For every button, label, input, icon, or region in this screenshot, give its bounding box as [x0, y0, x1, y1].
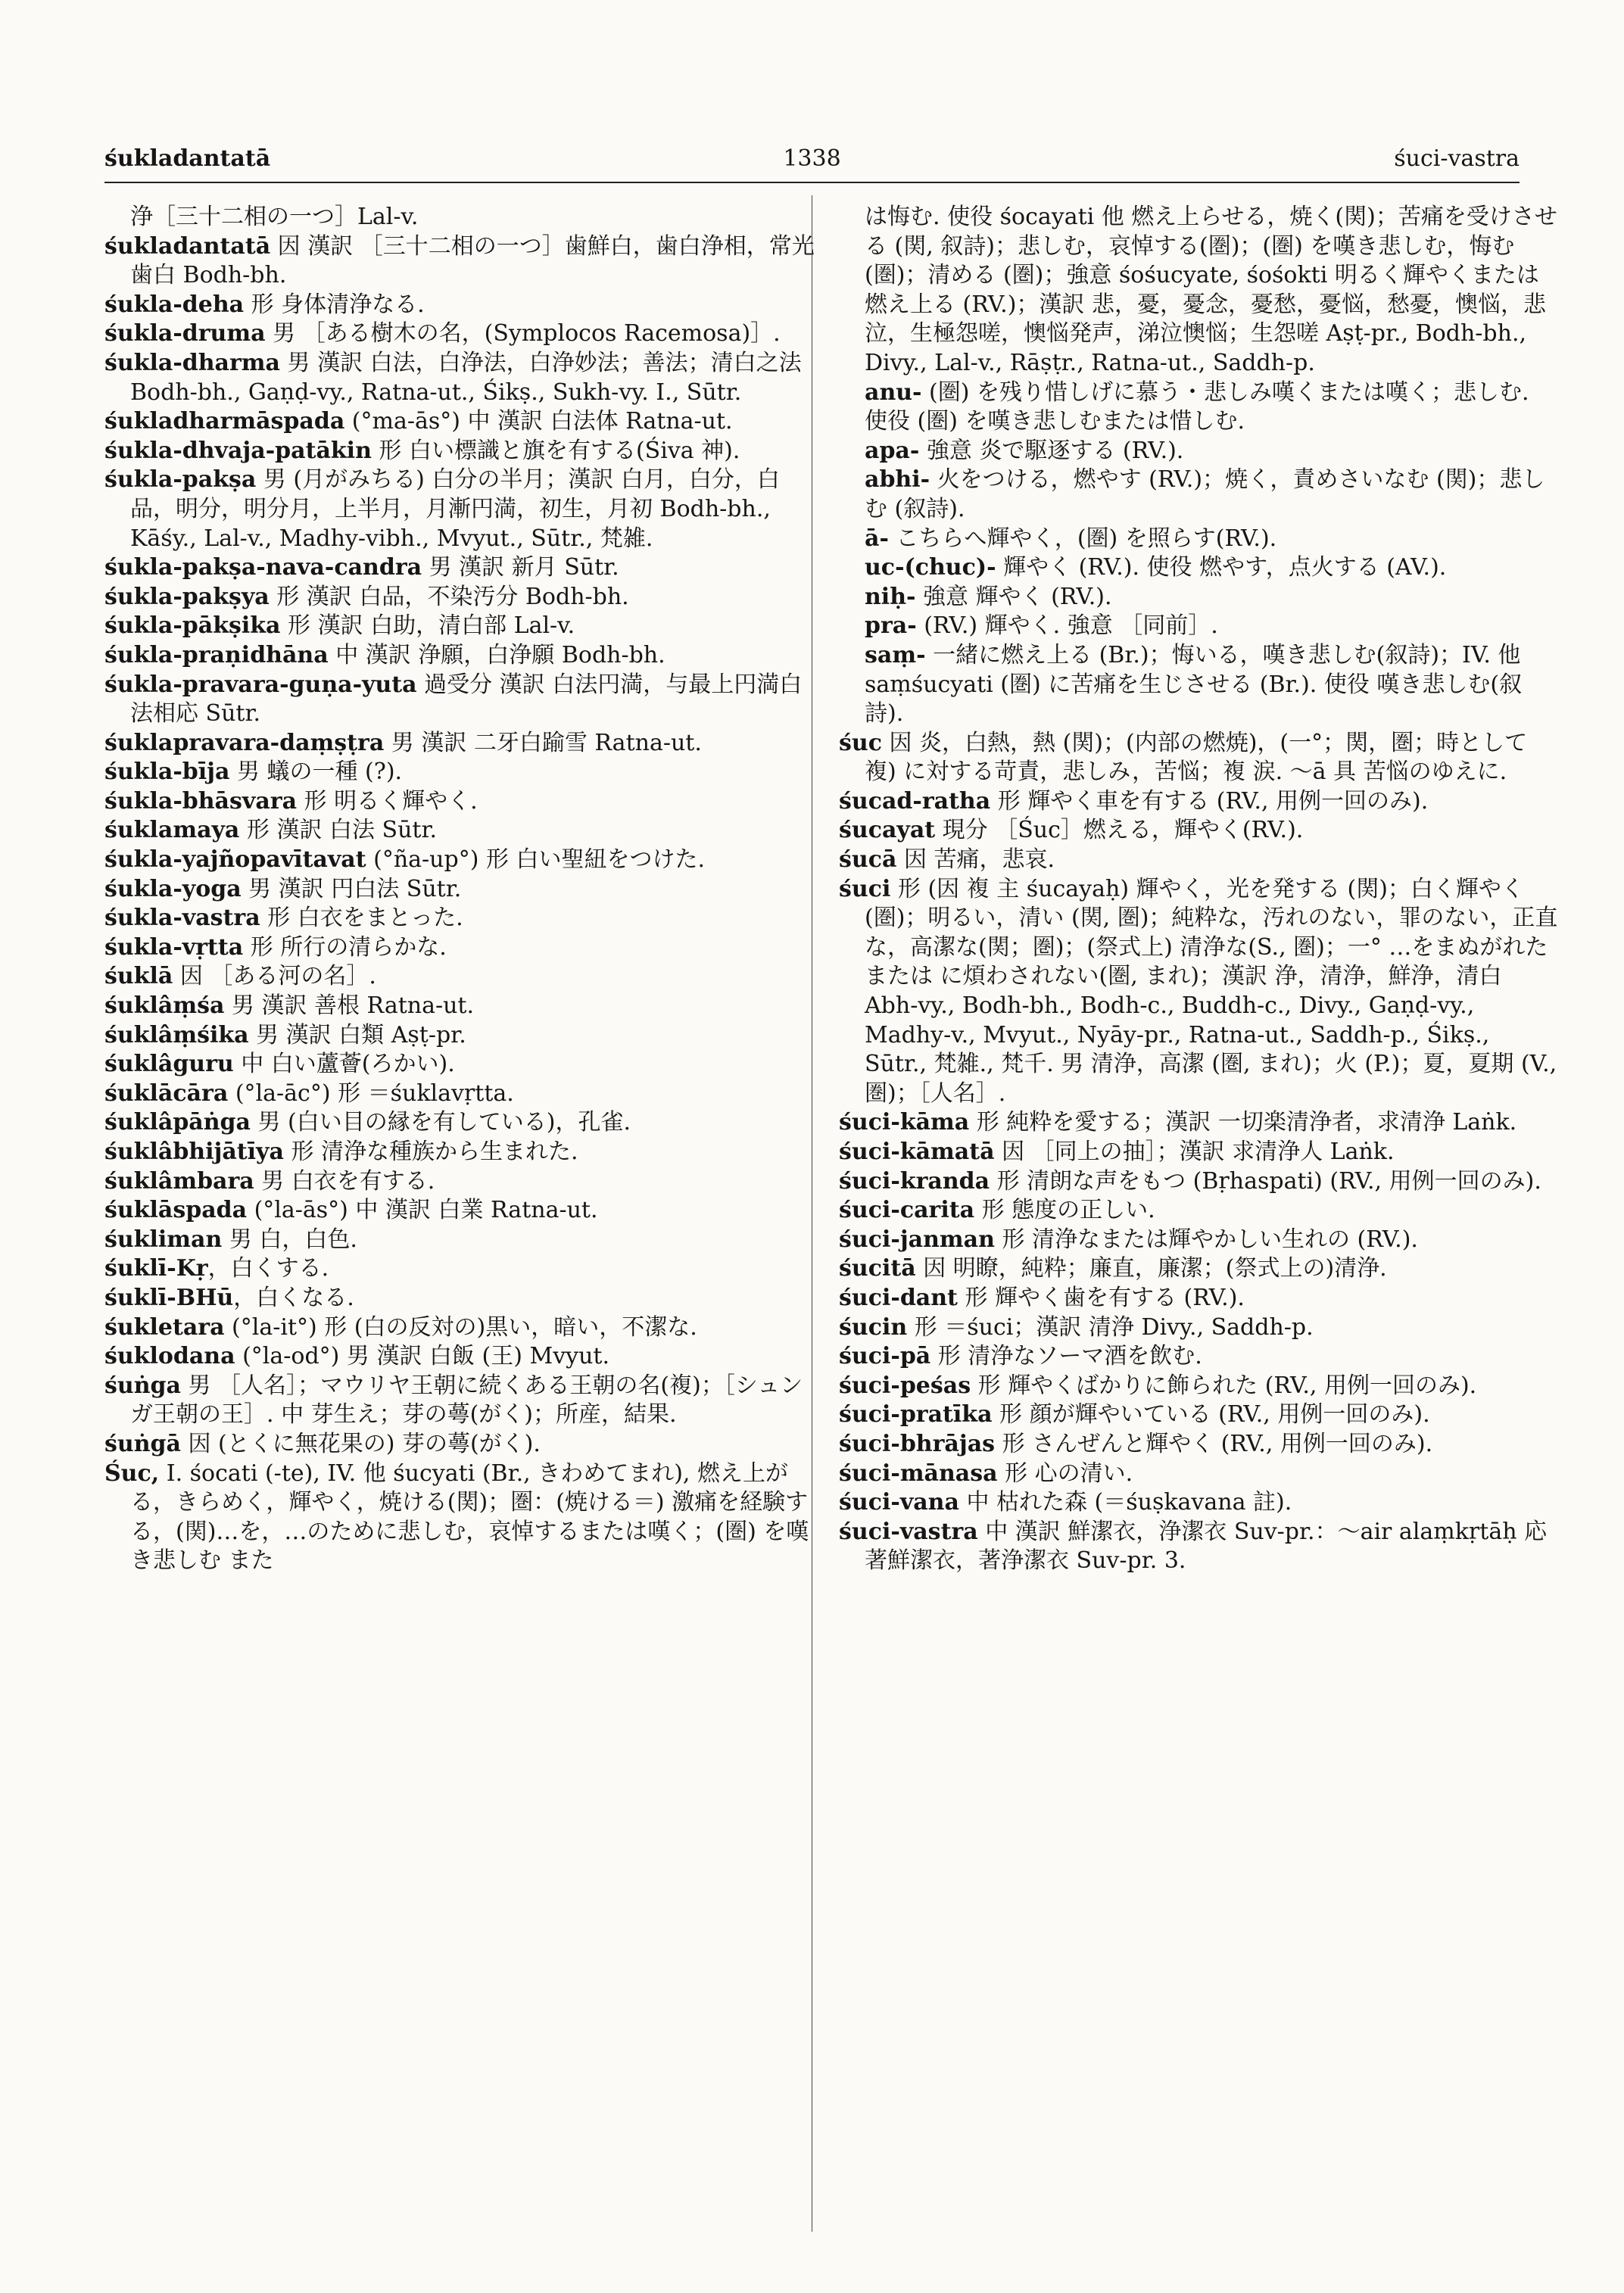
entry-definition: 形 白衣をまとった.	[260, 905, 463, 932]
dictionary-entry	[839, 1460, 1558, 1489]
entry-definition: 一緒に燃え上る (Br.)；悔いる，嘆き悲しむ(叙詩)；IV. 他 saṃśucyati (圏) に苦痛を生じさせる (Br.). 使役 嘆き悲しむ(叙詩).	[865, 641, 1523, 727]
entry-definition: 形 ＝śuci；漢訳 清浄 Divy., Saddh-p.	[907, 1313, 1314, 1341]
dictionary-entry	[104, 1284, 824, 1313]
entry-headword: śukla-praṇidhāna	[104, 641, 329, 668]
entry-headword: śukla-dharma	[104, 349, 280, 376]
entry-headword: śuci-vana	[839, 1489, 959, 1516]
entry-headword: śuklâguru	[104, 1051, 234, 1078]
entry-definition: 形 心の清い.	[997, 1460, 1133, 1487]
dictionary-entry	[104, 1372, 824, 1430]
entry-definition: 形 漢訳 白品，不染汚分 Bodh-bh.	[269, 583, 629, 610]
entry-headword: śuci-peśas	[839, 1372, 971, 1399]
dictionary-entry	[104, 407, 824, 437]
entry-headword: śucayat	[839, 817, 936, 844]
dictionary-entry	[839, 729, 1558, 787]
entry-headword: śuklâpāṅga	[104, 1109, 251, 1136]
entry-headword: śukletara	[104, 1313, 225, 1341]
entry-headword: śukla-pākṣika	[104, 612, 281, 640]
dictionary-entry	[104, 1050, 824, 1080]
entry-definition: (RV.) 輝やく. 強意 ［同前］.	[916, 612, 1218, 640]
entry-definition: 因 漢訳 ［三十二相の一つ］歯鮮白，歯白浄相，常光歯白 Bodh-bh.	[130, 232, 815, 289]
entry-headword: śukla-pakṣa-nava-candra	[104, 554, 422, 581]
entry-definition: (°la-od°) 男 漢訳 白飯 (王) Mvyut.	[235, 1343, 610, 1370]
entry-definition: (°la-ās°) 中 漢訳 白業 Ratna-ut.	[247, 1197, 598, 1224]
entry-headword: śuklapravara-daṃṣṭra	[104, 729, 385, 756]
entry-definition: 因 ［同上の抽］；漢訳 求清浄人 Laṅk.	[994, 1139, 1395, 1165]
dictionary-entry	[839, 1400, 1558, 1430]
entry-headword: śucitā	[839, 1255, 916, 1282]
dictionary-entry	[104, 319, 824, 349]
dictionary-entry	[104, 641, 824, 671]
entry-definition: (°ña-up°) 形 白い聖紐をつけた.	[366, 846, 706, 874]
entry-definition: 過受分 漢訳 白法円満，与最上円満白法相応 Sūtr.	[130, 671, 803, 727]
entry-headword: śuci-pā	[839, 1343, 931, 1370]
dictionary-entry	[104, 962, 824, 992]
dictionary-entry	[839, 846, 1558, 875]
entry-definition: 強意 炎で駆逐する (RV.).	[919, 437, 1184, 464]
entry-headword: śuci-kāma	[839, 1109, 970, 1136]
dictionary-entry	[104, 1226, 824, 1255]
dictionary-entry	[104, 203, 824, 232]
dictionary-entry	[839, 1167, 1558, 1197]
dictionary-entry	[839, 203, 1558, 379]
entry-headword: śuci-kranda	[839, 1167, 990, 1195]
dictionary-entry	[104, 1460, 824, 1576]
entry-headword: śuci	[839, 875, 891, 902]
entry-definition: 男 (白い目の縁を有している)，孔雀.	[250, 1109, 631, 1136]
entry-headword: śuklâṃśika	[104, 1021, 249, 1048]
page-number: 1338	[783, 145, 841, 172]
entry-definition: 現分 ［Śuc］燃える，輝やく(RV.).	[935, 817, 1304, 844]
dictionary-entry	[839, 1138, 1558, 1167]
entry-definition: 形 (因 複 主 śucayaḥ) 輝やく，光を発する (関)；白く輝やく (圏)；明るい，清い (関, 圏)；純粋な，汚れのない，罪のない，正直な，高潔な(関；圏)；(祭式上) 清浄な(S., 圏)；一° …をまぬがれたまたは に煩わされない(圏, まれ)；漢訳 浄，清浄，鮮浄，清白 Abh-vy., Bodh-bh., Bodh-c., Buddh-c., Divy., Gaṇḍ-vy., Madhy-v., Mvyut., Nyāy-pr., Ratna-ut., Saddh-p., Śikṣ., Sūtr., 梵雑., 梵千. 男 清浄，高潔 (圏, まれ)；火 (P.)；夏，夏期 (V., 圏)；［人名］.	[865, 875, 1558, 1107]
entry-headword: śuṅga	[104, 1372, 181, 1399]
entry-definition: 強意 輝やく (RV.).	[915, 583, 1112, 610]
dictionary-entry	[104, 1342, 824, 1372]
entry-definition: 中 漢訳 浄願，白浄願 Bodh-bh.	[328, 641, 665, 668]
entry-headword: śukla-dhvaja-patākin	[104, 437, 372, 464]
entry-definition: (°ma-ās°) 中 漢訳 白法体 Ratna-ut.	[344, 408, 733, 435]
entry-headword: niḥ-	[865, 583, 916, 610]
entry-headword: śuklamaya	[104, 817, 240, 844]
dictionary-entry	[839, 1313, 1558, 1343]
dictionary-entry	[104, 846, 824, 875]
entry-headword: śuklâṃśa	[104, 992, 225, 1020]
entry-headword: śuci-vastra	[839, 1518, 978, 1545]
entry-headword: śukla-bhāsvara	[104, 787, 298, 815]
dictionary-entry	[839, 1108, 1558, 1138]
entry-headword: śukliman	[104, 1226, 223, 1253]
entry-headword: śukla-yoga	[104, 875, 242, 902]
dictionary-entry	[104, 992, 824, 1021]
dictionary-entry	[839, 379, 1558, 437]
dictionary-entry	[104, 1021, 824, 1051]
entry-definition: ，白くする.	[207, 1255, 329, 1282]
right-column	[839, 203, 1558, 1576]
entry-headword: śuci-carita	[839, 1197, 975, 1224]
entry-headword: śukla-vṛtta	[104, 933, 244, 961]
entry-headword: śuṅgā	[104, 1430, 181, 1457]
entry-definition: 形 明るく輝やく.	[297, 787, 478, 815]
entry-headword: śuci-dant	[839, 1284, 958, 1311]
dictionary-entry	[839, 641, 1558, 729]
entry-definition: 形 輝やくばかりに飾られた (RV., 用例一回のみ).	[971, 1372, 1477, 1399]
entry-definition: 男 漢訳 円白法 Sūtr.	[241, 875, 462, 902]
entry-definition: 男 白衣を有する.	[254, 1167, 435, 1195]
entry-headword: śuci-kāmatā	[839, 1139, 995, 1165]
entry-headword: śukla-yajñopavītavat	[104, 846, 366, 874]
entry-definition: 形 態度の正しい.	[974, 1197, 1155, 1224]
header-rule	[104, 182, 1520, 183]
entry-definition: 中 漢訳 鮮潔衣，浄潔衣 Suv-pr.：～air alaṃkṛtāḥ 応著鮮潔衣，著浄潔衣 Suv-pr. 3.	[865, 1518, 1548, 1575]
dictionary-entry	[839, 466, 1558, 524]
entry-headword: śuci-bhrājas	[839, 1430, 996, 1457]
dictionary-entry	[839, 525, 1558, 554]
entry-definition: (°la-āc°) 形 ＝śuklavṛtta.	[228, 1080, 514, 1107]
left-column	[104, 203, 824, 1576]
entry-definition: 男 漢訳 善根 Ratna-ut.	[224, 992, 475, 1020]
entry-definition: 形 顔が輝やいている (RV., 用例一回のみ).	[992, 1401, 1430, 1428]
dictionary-entry	[839, 1254, 1558, 1284]
entry-definition: 形 輝やく車を有する (RV., 用例一回のみ).	[990, 787, 1429, 815]
entry-definition: 形 白い標識と旗を有する(Śiva 神).	[371, 437, 740, 464]
entry-headword: śuklâbhijātīya	[104, 1139, 284, 1165]
entry-definition: 男 漢訳 新月 Sūtr.	[422, 554, 619, 581]
entry-definition: 男 漢訳 二牙白踰雪 Ratna-ut.	[384, 729, 702, 756]
entry-definition: 因 明瞭，純粋；廉直，廉潔；(祭式上の)清浄.	[915, 1255, 1387, 1282]
dictionary-entry	[104, 816, 824, 846]
right-running-headword: śuci-vastra	[1394, 145, 1520, 172]
entry-headword: śuklī-Kṛ	[104, 1255, 208, 1282]
entry-headword: śuklī-BHū	[104, 1284, 234, 1311]
dictionary-entry	[104, 1313, 824, 1343]
entry-definition: ，白くなる.	[233, 1284, 354, 1311]
dictionary-entry	[839, 1518, 1558, 1576]
entry-headword: anu-	[865, 379, 922, 406]
left-running-headword: śukladantatā	[104, 145, 271, 172]
entry-headword: ā-	[865, 525, 889, 552]
entry-definition: 形 輝やく歯を有する (RV.).	[957, 1284, 1245, 1311]
dictionary-entry	[839, 583, 1558, 612]
entry-headword: śuklā	[104, 963, 173, 990]
entry-definition: 形 さんぜんと輝やく (RV., 用例一回のみ).	[995, 1430, 1433, 1457]
entry-definition: 形 漢訳 白助，清白部 Lal-v.	[280, 612, 575, 640]
dictionary-entry	[104, 1138, 824, 1167]
entry-definition: 男 漢訳 白法，白浄法，白浄妙法；善法；清白之法 Bodh-bh., Gaṇḍ-vy., Ratna-ut., Śikṣ., Sukh-vy. I., Sūtr.	[130, 349, 802, 406]
dictionary-entry	[104, 349, 824, 407]
entry-headword: śukla-pakṣa	[104, 466, 257, 494]
dictionary-entry	[839, 1196, 1558, 1226]
entry-definition: 浄［三十二相の一つ］Lal-v.	[130, 204, 419, 230]
entry-headword: śukla-bīja	[104, 759, 230, 786]
dictionary-entry	[839, 1284, 1558, 1313]
entry-definition: 中 白い蘆薈(ろかい).	[233, 1051, 455, 1078]
entry-headword: pra-	[865, 612, 917, 640]
dictionary-entry	[104, 232, 824, 291]
entry-definition: 形 清浄なまたは輝やかしい生れの (RV.).	[994, 1226, 1418, 1253]
dictionary-entry	[104, 729, 824, 759]
entry-headword: śucad-ratha	[839, 787, 991, 815]
entry-definition: 因 ［ある河の名］.	[173, 963, 376, 990]
dictionary-entry	[104, 1254, 824, 1284]
dictionary-entry	[104, 1196, 824, 1226]
entry-headword: śukladantatā	[104, 232, 271, 260]
entry-definition: 形 純粋を愛する；漢訳 一切楽清浄者，求清浄 Laṅk.	[969, 1109, 1517, 1136]
dictionary-entry	[839, 1226, 1558, 1255]
entry-headword: śucā	[839, 846, 897, 874]
entry-definition: 形 清朗な声をもつ (Bṛhaspati) (RV., 用例一回のみ).	[990, 1167, 1541, 1195]
entry-headword: śuci-janman	[839, 1226, 995, 1253]
entry-definition: 形 所行の清らかな.	[243, 933, 447, 961]
entry-headword: śukla-pakṣya	[104, 583, 270, 610]
entry-headword: śukla-pravara-guṇa-yuta	[104, 671, 417, 698]
entry-definition: 火をつける，燃やす (RV.)；焼く，責めさいなむ (関)；悲しむ (叙詩).	[865, 466, 1545, 522]
dictionary-entry	[839, 437, 1558, 466]
entry-headword: śuci-pratīka	[839, 1401, 993, 1428]
entry-definition: 男 白，白色.	[222, 1226, 357, 1253]
entry-headword: śuc	[839, 729, 882, 756]
dictionary-entry	[104, 583, 824, 612]
dictionary-entry	[839, 1488, 1558, 1518]
dictionary-entry	[104, 671, 824, 729]
entry-definition: 輝やく (RV.). 使役 燃やす，点火する (AV.).	[996, 554, 1447, 581]
entry-definition: 男 漢訳 白類 Aṣṭ-pr.	[248, 1021, 466, 1048]
entry-definition: 形 身体清浄なる.	[244, 291, 425, 318]
entry-definition: は悔む. 使役 śocayati 他 燃え上らせる，焼く(関)；苦痛を受けさせる (関, 叙詩)；悲しむ，哀悼する(圏)；(圏) を嘆き悲しむ，悔む (圏)；清める (圏)；強意 śośucyate, śośokti 明るく輝やくまたは燃え上る (RV.)；漢訳 悲，憂，憂念，憂愁，憂悩，愁憂，懊悩，悲泣，生極怨嗟，懊悩発声，涕泣懊悩；生怨嗟 Aṣṭ-pr., Bodh-bh., Divy., Lal-v., Rāṣṭr., Ratna-ut., Saddh-p.	[865, 204, 1557, 376]
entry-definition: 形 漢訳 白法 Sūtr.	[239, 817, 438, 844]
dictionary-entry	[839, 1430, 1558, 1460]
entry-headword: śukla-vastra	[104, 905, 260, 932]
entry-headword: abhi-	[865, 466, 930, 494]
entry-definition: 中 枯れた森 (＝śuṣkavana 註).	[959, 1489, 1292, 1516]
entry-definition: 男 ［人名］；マウリヤ王朝に続くある王朝の名(複)；［シュンガ王朝の王］. 中 芽生え；芽の蕚(がく)；所産，結果.	[130, 1372, 803, 1428]
dictionary-entry	[839, 875, 1558, 1109]
entry-headword: uc-(chuc)-	[865, 554, 996, 581]
entry-definition: (°la-it°) 形 (白の反対の)黒い，暗い，不潔な.	[224, 1313, 697, 1341]
dictionary-entry	[104, 1080, 824, 1109]
dictionary-entry	[839, 1372, 1558, 1401]
entry-headword: śukladharmāspada	[104, 408, 345, 435]
dictionary-entry	[104, 553, 824, 583]
entry-headword: śuklodana	[104, 1343, 235, 1370]
dictionary-entry	[104, 904, 824, 933]
entry-headword: śuklācāra	[104, 1080, 229, 1107]
entry-headword: saṃ-	[865, 641, 926, 668]
dictionary-entry	[839, 553, 1558, 583]
entry-headword: śukla-deha	[104, 291, 245, 318]
entry-headword: śuklâmbara	[104, 1167, 254, 1195]
dictionary-entry	[104, 875, 824, 905]
entry-headword: śuklāspada	[104, 1197, 248, 1224]
entry-headword: Śuc,	[104, 1460, 160, 1487]
dictionary-entry	[839, 816, 1558, 846]
entry-definition: 形 清浄なソーマ酒を飲む.	[930, 1343, 1202, 1370]
dictionary-entry	[104, 291, 824, 320]
dictionary-entry	[839, 612, 1558, 641]
entry-definition: 因 (とくに無花果の) 芽の蕚(がく).	[180, 1430, 541, 1457]
dictionary-entry	[104, 1430, 824, 1460]
dictionary-entry	[104, 758, 824, 787]
dictionary-entry	[104, 1108, 824, 1138]
entry-headword: śucin	[839, 1313, 908, 1341]
entry-definition: 男 ［ある樹木の名，(Symplocos Racemosa)］.	[265, 320, 781, 347]
entry-definition: (圏) を残り惜しげに慕う・悲しみ嘆くまたは嘆く；悲しむ. 使役 (圏) を嘆き悲しむまたは惜しむ.	[865, 379, 1529, 435]
entry-definition: こちらへ輝やく，(圏) を照らす(RV.).	[888, 525, 1277, 552]
entry-headword: śuci-mānasa	[839, 1460, 998, 1487]
entry-definition: 男 (月がみちる) 白分の半月；漢訳 白月，白分，白品，明分，明分月，上半月，月漸円満，初生，月初 Bodh-bh., Kāśy., Lal-v., Madhy-vibh., Mvyut., Sūtr., 梵雑.	[130, 466, 780, 552]
dictionary-entry	[839, 1342, 1558, 1372]
entry-definition: I. śocati (-te), IV. 他 śucyati (Br., きわめてまれ), 燃え上がる，きらめく，輝やく，焼ける(関)；圏：(焼ける＝) 激痛を経験する，(関)…を，…のために悲しむ，哀悼するまたは嘆く；(圏) を嘆き悲しむ また	[130, 1460, 809, 1575]
entry-definition: 因 炎，白熱，熱 (関)；(内部の燃焼)，(一°；関，圏；時として 複) に対する苛責，悲しみ，苦悩；複 涙. ～ā 具 苦悩のゆえに.	[865, 729, 1528, 786]
dictionary-entry	[104, 1167, 824, 1197]
entry-definition: 形 清浄な種族から生まれた.	[283, 1139, 578, 1165]
dictionary-entry	[104, 612, 824, 641]
dictionary-entry	[104, 437, 824, 466]
entry-headword: śukla-druma	[104, 320, 266, 347]
dictionary-entry	[104, 787, 824, 817]
entry-definition: 男 蟻の一種 (?).	[229, 759, 403, 786]
dictionary-entry	[839, 787, 1558, 817]
entry-definition: 因 苦痛，悲哀.	[896, 846, 1055, 874]
dictionary-entry	[104, 933, 824, 963]
dictionary-entry	[104, 466, 824, 553]
entry-headword: apa-	[865, 437, 920, 464]
